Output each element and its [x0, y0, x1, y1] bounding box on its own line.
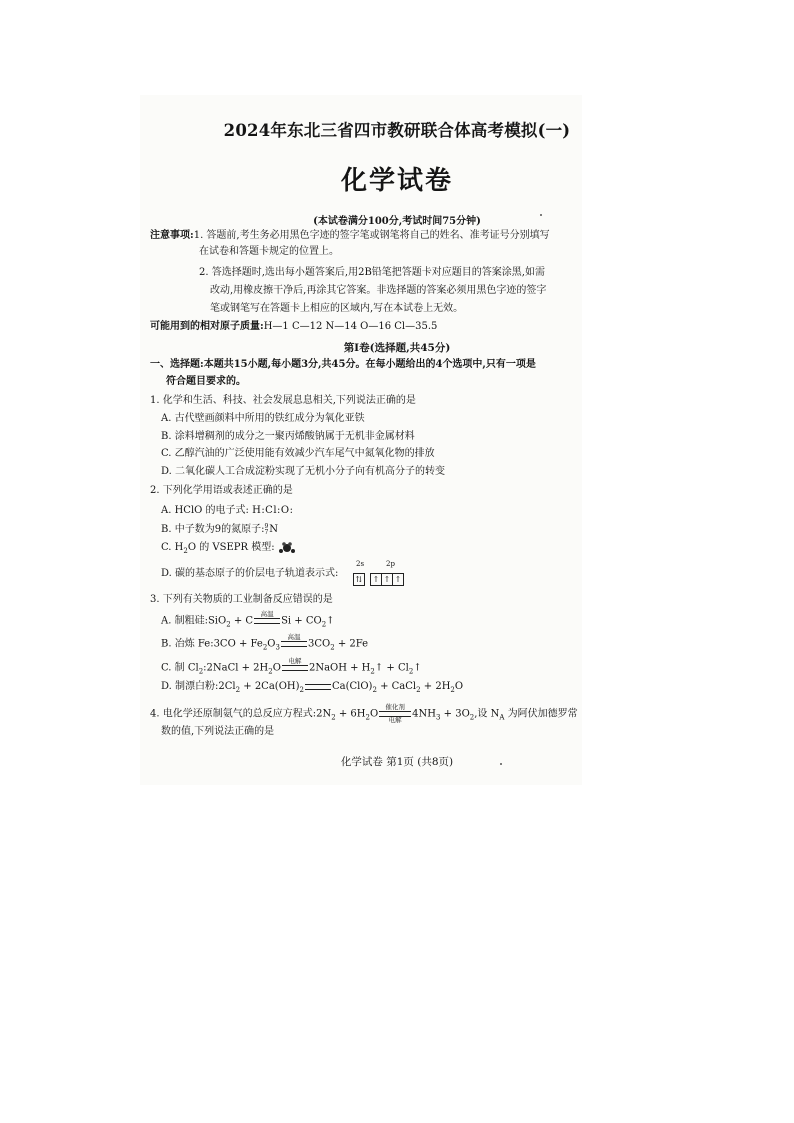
q1-stem: 1. 化学和生活、科技、社会发展息息相关,下列说法正确的是 [150, 395, 416, 406]
q3-a-sub-2: 2 [321, 620, 327, 629]
note-2-line-3: 笔或钢笔写在答题卡上相应的区域内,写在本试卷上无效。 [210, 303, 464, 314]
q3-a-sub: 2 [226, 620, 231, 629]
orbital-2p-box-3: ↑ [392, 573, 404, 586]
q3-d-post-2: + CaCl [376, 681, 417, 692]
note-2-line-1: 2. 答选择题时,选出每小题答案后,用2B铅笔把答题卡对应题目的答案涂黑,如需 [199, 267, 545, 278]
q3-b-post: 3CO [307, 638, 331, 650]
q3-c-sub: 2 [198, 667, 204, 676]
q2-c-label-pre: C. H [161, 542, 184, 553]
q3-a-end: ↑ [326, 615, 335, 627]
q2-b-label: B. 中子数为9的氮原子: [161, 524, 265, 535]
orbital-2p-box-2: ↑ [381, 573, 393, 586]
q4-end: ,设 N [474, 708, 500, 720]
q3-c-o: O [272, 662, 281, 674]
q4-sub: 2 [331, 713, 336, 722]
q3-c-pre: C. 制 Cl [161, 662, 199, 674]
subject-title: 化学试卷 [340, 166, 453, 196]
hclo-electron-formula: H:Cl:O: [252, 505, 294, 516]
q3-b-sub-2: 2 [330, 643, 335, 652]
q3-d-pre: D. 制漂白粉:2Cl [161, 681, 236, 692]
nuclide-notation [264, 524, 268, 536]
q1-option-c: C. 乙醇汽油的广泛使用能有效减少汽车尾气中氮氧化物的排放 [161, 448, 435, 459]
notes-label: 注意事项: [150, 230, 194, 241]
q1-option-a: A. 古代壁画颜料中所用的铁红成分为氧化亚铁 [161, 413, 365, 424]
orbital-diagram [354, 569, 404, 588]
orbital-2p-label: 2p [386, 560, 395, 568]
q4-sub-a: A [499, 713, 505, 722]
atomic-masses [150, 320, 437, 334]
q3-c-end-2: ↑ [413, 662, 422, 674]
orbital-2s-box: ⇅ [353, 573, 365, 586]
q3-d-sub: 2 [235, 686, 241, 694]
page-footer: 化学试卷 第1页 (共8页) [340, 756, 454, 768]
exam-title: 2024年东北三省四市教研联合体高考模拟(一) [223, 121, 571, 140]
q1-option-d: D. 二氧化碳人工合成淀粉实现了无机小分子向有机高分子的转变 [161, 466, 446, 477]
q2-c-label-post: O 的 VSEPR 模型: [187, 542, 275, 553]
q4-stem-line-2: 数的值,下列说法正确的是 [161, 726, 275, 737]
q4-post-2: + 3O [440, 708, 470, 720]
q3-a-mid: + C [230, 615, 254, 627]
notes-block [150, 229, 550, 243]
condition-arrow [379, 704, 411, 724]
q2-option-b [161, 523, 278, 537]
atomic-masses-label: 可能用到的相对原子质量: [150, 321, 264, 332]
note-1-line-2: 在试卷和答题卡规定的位置上。 [199, 246, 339, 257]
condition-label: 高温 [260, 610, 274, 618]
q3-c-sub-3: 2 [370, 667, 375, 676]
q3-option-a [161, 611, 335, 631]
q3-b-end: + 2Fe [334, 638, 369, 650]
q2-option-c [161, 541, 296, 555]
q4-post: 4NH [412, 708, 437, 720]
condition-arrow [281, 634, 307, 654]
section-instructions-1: 一、选择题:本题共15小题,每小题3分,共45分。在每小题给出的4个选项中,只有一项是 [150, 359, 536, 370]
condition-label: 电解 [288, 657, 302, 665]
condition-label-bottom: 电解 [388, 716, 402, 724]
q3-c-mid: :2NaCl + 2H [203, 662, 269, 674]
q3-d-sub-3: 2 [372, 686, 377, 694]
q3-c-sub-2: 2 [268, 667, 273, 676]
q4-sub-3: 3 [436, 713, 441, 722]
q3-b-sub-3: 3 [275, 643, 280, 652]
q3-c-post: 2NaOH + H [308, 662, 371, 674]
q3-d-sub-5: 2 [450, 686, 455, 694]
q3-b-o: O [267, 638, 276, 650]
q4-sub-4: 2 [469, 713, 475, 722]
q3-a-pre: A. 制粗硅:SiO [161, 615, 227, 627]
note-2-line-2: 改动,用橡皮擦干净后,再涂其它答案。非选择题的答案必须用黑色字迹的签字 [210, 285, 547, 296]
condition-label: 高温 [287, 633, 301, 641]
q3-d-mid: + 2Ca(OH) [240, 681, 300, 692]
q4-end-2: 为阿伏加德罗常 [504, 708, 578, 720]
nitrogen-symbol: N [269, 524, 279, 535]
exam-info: (本试卷满分100分,考试时间75分钟) [313, 216, 481, 227]
q4-o: O [369, 708, 379, 720]
atomic-number: 7 [264, 528, 269, 536]
section-instructions-2: 符合题目要求的。 [166, 376, 246, 387]
q4-stem-line-1 [150, 704, 578, 724]
q3-b-pre: B. 冶炼 Fe:3CO + Fe [161, 638, 263, 650]
q2-stem: 2. 下列化学用语或表述正确的是 [150, 485, 293, 496]
orbital-2s-label: 2s [356, 560, 365, 568]
q3-a-post: Si + CO [281, 615, 322, 627]
equals-sign [305, 683, 331, 690]
q3-d-end-2: O [454, 681, 464, 692]
q3-option-c [161, 658, 422, 678]
note-1-line-1: 1. 答题前,考生务必用黑色字迹的签字笔或钢笔将自己的姓名、准考证号分别填写 [193, 230, 550, 241]
q3-stem: 3. 下列有关物质的工业制备反应错误的是 [150, 594, 333, 605]
q2-option-a [161, 504, 293, 518]
q2-a-label: A. HClO 的电子式: [161, 505, 249, 516]
condition-label: 催化剂 [385, 703, 405, 711]
q3-d-sub-4: 2 [416, 686, 421, 694]
orbital-2p-box-1: ↑ [370, 573, 382, 586]
q2-option-d [161, 567, 338, 581]
q1-option-b: B. 涂料增稠剂的成分之一聚丙烯酸钠属于无机非金属材料 [161, 431, 415, 442]
q2-d-label: D. 碳的基态原子的价层电子轨道表示式: [161, 568, 339, 579]
q3-d-end: + 2H [420, 681, 451, 692]
q3-option-b [161, 634, 368, 654]
q3-c-sub-4: 2 [408, 667, 414, 676]
q2-c-sub: 2 [183, 547, 188, 555]
atomic-masses-values: H—1 C—12 N—14 O—16 Cl—35.5 [263, 321, 438, 332]
vsepr-model-icon [278, 542, 296, 554]
q4-pre: 4. 电化学还原制氨气的总反应方程式:2N [150, 708, 332, 720]
condition-arrow [254, 611, 280, 631]
q3-c-end: ↑ + Cl [374, 662, 409, 674]
condition-arrow [282, 658, 308, 678]
q3-d-post: Ca(ClO) [331, 681, 373, 692]
q3-b-sub: 2 [262, 643, 268, 652]
q3-d-sub-2: 2 [299, 686, 304, 694]
mass-number: 9 [264, 522, 269, 530]
q3-option-d [161, 680, 463, 694]
q4-sub-2: 2 [365, 713, 370, 722]
q4-mid: + 6H [335, 708, 366, 720]
section-title: 第Ⅰ卷(选择题,共45分) [343, 342, 451, 354]
